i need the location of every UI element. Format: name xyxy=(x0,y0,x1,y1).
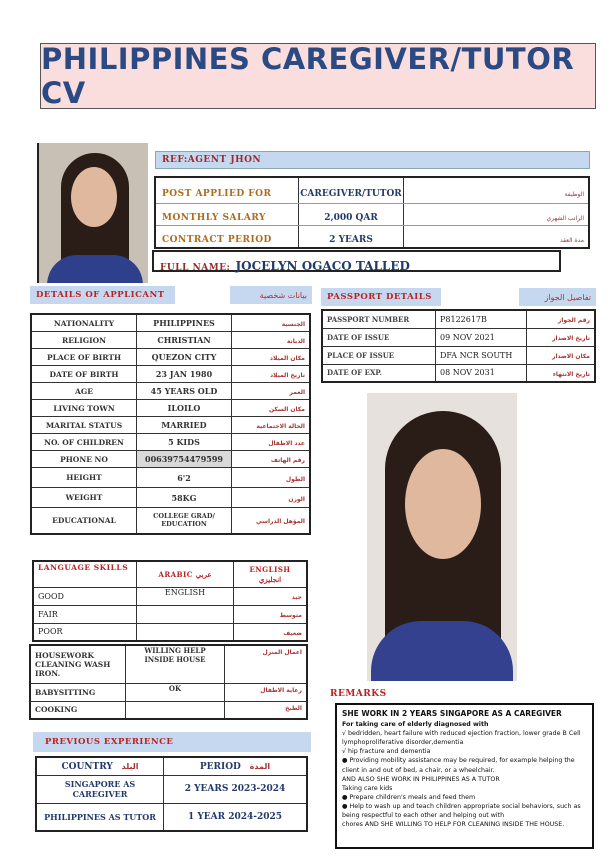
passport-label: DATE OF ISSUE xyxy=(327,332,390,342)
passport-heading-bar xyxy=(321,288,596,306)
remarks-line: SHE WORK IN 2 YEARS SINGAPORE AS A CAREGIVER xyxy=(342,709,562,718)
remarks-line: √ hip fracture and dementia xyxy=(342,748,431,756)
language-col-english: ENGLISH انجليزي xyxy=(249,565,291,585)
applicant-value: 5 KIDS xyxy=(168,437,200,447)
applicant-label: MARITAL STATUS xyxy=(45,420,123,430)
job-label: POST APPLIED FOR xyxy=(162,188,272,199)
applicant-row xyxy=(31,383,310,400)
applicant-value: 45 YEARS OLD xyxy=(150,386,218,396)
applicant-value: 23 JAN 1980 xyxy=(155,369,213,379)
remarks-line: ● Prepare children's meals and feed them xyxy=(342,793,476,801)
ref-bar xyxy=(155,151,590,169)
passport-row xyxy=(322,310,595,328)
applicant-arabic: العمر xyxy=(289,389,305,396)
remarks-box xyxy=(335,703,594,849)
language-level: GOOD xyxy=(38,591,64,601)
passport-value: 08 NOV 2031 xyxy=(440,368,495,378)
passport-value: P8122617B xyxy=(440,314,487,324)
applicant-row xyxy=(31,366,310,383)
experience-period: 1 YEAR 2024-2025 xyxy=(187,811,283,822)
language-level-arabic: متوسط xyxy=(279,612,302,619)
job-arabic: مدة العقد xyxy=(560,236,584,244)
remarks-heading: REMARKS xyxy=(330,689,387,699)
language-arabic-val: ENGLISH xyxy=(164,587,206,597)
experience-table xyxy=(35,756,308,832)
ref-label: REF:AGENT JHON xyxy=(162,155,262,165)
job-row xyxy=(155,225,589,248)
experience-country: SINGAPORE AS CAREGIVER xyxy=(64,779,136,799)
applicant-heading: DETAILS OF APPLICANT xyxy=(36,290,165,300)
skills-table xyxy=(29,644,308,720)
applicant-heading-bar xyxy=(30,286,312,304)
remarks-line: chores AND SHE WILLING TO HELP FOR CLEANING INSIDE THE HOUSE. xyxy=(342,821,565,829)
job-arabic: الوظيفة xyxy=(564,190,584,198)
applicant-arabic: الحالة الاجتماعية xyxy=(256,423,305,430)
experience-heading-bar xyxy=(33,732,311,752)
skill-arabic: الطبخ xyxy=(285,704,302,712)
passport-row xyxy=(322,328,595,346)
language-level-arabic: ضعيف xyxy=(283,629,302,637)
applicant-table xyxy=(30,313,311,535)
applicant-label: PLACE OF BIRTH xyxy=(46,352,122,362)
applicant-label: NATIONALITY xyxy=(53,318,115,328)
cv-title: PHILIPPINES CAREGIVER/TUTOR CV xyxy=(41,42,575,110)
passport-heading: PASSPORT DETAILS xyxy=(327,292,432,302)
applicant-arabic: رقم الهاتف xyxy=(270,457,305,464)
job-table xyxy=(154,176,590,249)
experience-period: 2 YEARS 2023-2024 xyxy=(184,784,286,794)
passport-arabic: مكان الاصدار xyxy=(552,353,590,360)
skill-arabic: اعمال المنزل xyxy=(262,649,302,656)
passport-label: PASSPORT NUMBER xyxy=(327,314,410,324)
fullname-box xyxy=(152,250,561,272)
remarks-line: Taking care kids xyxy=(342,784,393,792)
applicant-arabic: الجنسية xyxy=(281,321,305,328)
applicant-value: 58KG xyxy=(171,492,197,503)
applicant-row xyxy=(31,417,310,434)
applicant-value: 6'2 xyxy=(177,472,191,483)
applicant-label: RELIGION xyxy=(61,335,107,345)
applicant-row xyxy=(31,349,310,366)
language-level: POOR xyxy=(38,627,63,637)
applicant-row xyxy=(31,332,310,349)
experience-col-country: COUNTRY xyxy=(61,761,113,772)
applicant-row xyxy=(31,451,310,468)
applicant-arabic: مكان السكن xyxy=(269,406,305,413)
passport-label: DATE OF EXP. xyxy=(327,368,382,378)
language-row xyxy=(33,605,307,623)
language-level: FAIR xyxy=(38,609,58,619)
cv-title-banner xyxy=(40,43,596,109)
remarks-line: ● Providing mobility assistance may be required, for example helping the client in and out of bed, a chair, or a wheelchair. xyxy=(342,757,575,774)
applicant-arabic: عدد الاطفال xyxy=(268,440,305,447)
job-label: CONTRACT PERIOD xyxy=(162,234,272,245)
job-value: 2,000 QAR xyxy=(324,212,378,223)
applicant-photo-large xyxy=(367,393,517,681)
experience-row xyxy=(36,803,307,831)
applicant-row xyxy=(31,314,310,332)
experience-heading: PREVIOUS EXPERIENCE xyxy=(45,737,174,747)
applicant-label: AGE xyxy=(75,386,93,396)
applicant-label: WEIGHT xyxy=(65,493,103,502)
skill-value: WILLING HELP INSIDE HOUSE xyxy=(144,646,206,664)
remarks-line: AND ALSO SHE WORK IN PHILIPPINES AS A TUTOR xyxy=(342,775,500,783)
job-value: CAREGIVER/TUTOR xyxy=(300,188,402,199)
remarks-line: For taking care of elderly diagnosed with xyxy=(342,720,489,728)
applicant-arabic: مكان الميلاد xyxy=(269,355,305,362)
applicant-label: HEIGHT xyxy=(66,473,102,482)
skill-row xyxy=(30,645,307,683)
passport-heading-arabic: تفاصيل الجواز xyxy=(544,293,591,302)
applicant-arabic: تاريخ الميلاد xyxy=(269,372,305,379)
language-level-arabic: جيد xyxy=(291,594,302,601)
language-row xyxy=(33,587,307,605)
experience-row xyxy=(36,775,307,803)
passport-arabic: تاريخ الانتهاء xyxy=(552,370,590,378)
job-label: MONTHLY SALARY xyxy=(162,212,266,223)
applicant-value: CHRISTIAN xyxy=(157,335,211,345)
applicant-label: PHONE NO xyxy=(60,454,108,464)
job-arabic: الراتب الشهري xyxy=(546,214,584,222)
applicant-heading-arabic: بيانات شخصية xyxy=(259,291,307,300)
skill-row xyxy=(30,701,307,719)
applicant-value: ILOILO xyxy=(167,403,201,413)
passport-row xyxy=(322,346,595,364)
applicant-row xyxy=(31,508,310,534)
skill-value: OK xyxy=(168,683,182,693)
applicant-label: LIVING TOWN xyxy=(53,403,115,413)
applicant-label: NO. OF CHILDREN xyxy=(44,437,124,447)
skill-row xyxy=(30,683,307,701)
applicant-value: COLLEGE GRAD/ EDUCATION xyxy=(153,512,215,529)
applicant-row xyxy=(31,468,310,488)
passport-value: 09 NOV 2021 xyxy=(440,332,495,342)
applicant-arabic: الطول xyxy=(285,475,305,483)
experience-country: PHILIPPINES AS TUTOR xyxy=(44,811,156,822)
applicant-arabic: الديانة xyxy=(286,338,305,345)
language-heading: LANGUAGE SKILLS xyxy=(38,563,129,572)
skill-label: BABYSITTING xyxy=(35,687,96,697)
passport-row xyxy=(322,364,595,382)
applicant-arabic: الوزن xyxy=(288,495,305,503)
applicant-value: QUEZON CITY xyxy=(151,352,217,362)
applicant-value: PHILIPPINES xyxy=(153,318,215,328)
fullname-value: JOCELYN OGACO TALLED xyxy=(235,259,410,273)
experience-col-country-arabic: البلد xyxy=(121,761,139,771)
experience-col-period-arabic: المدة xyxy=(249,761,271,771)
applicant-row xyxy=(31,488,310,508)
applicant-row xyxy=(31,400,310,417)
skill-label: HOUSEWORK CLEANING WASH IRON. xyxy=(35,650,111,678)
experience-col-period: PERIOD xyxy=(199,761,241,772)
job-value: 2 YEARS xyxy=(329,234,373,245)
passport-arabic: رقم الجواز xyxy=(557,317,590,325)
fullname-label: FULL NAME: xyxy=(160,263,231,273)
applicant-photo-small xyxy=(37,143,148,283)
remarks-line: √ bedridden, heart failure with reduced ejection fraction, lower grade B Cell lymphoproliferative disorder,dementia xyxy=(342,730,581,747)
applicant-label: DATE OF BIRTH xyxy=(49,369,119,379)
applicant-value: MARRIED xyxy=(161,420,207,430)
job-row xyxy=(155,177,589,203)
applicant-label: EDUCATIONAL xyxy=(52,515,116,525)
language-row xyxy=(33,623,307,641)
passport-arabic: تاريخ الاصدار xyxy=(552,335,590,342)
applicant-value: 00639754479599 xyxy=(145,454,223,464)
skill-label: COOKING xyxy=(35,705,78,715)
remarks-line: ● Help to wash up and teach children appropriate social behaviors, such as being respectful to each other and helping out with xyxy=(342,803,581,820)
passport-table xyxy=(321,309,596,383)
skill-arabic: رعاية الاطفال xyxy=(260,686,302,694)
passport-value: DFA NCR SOUTH xyxy=(440,350,513,360)
passport-label: PLACE OF ISSUE xyxy=(327,350,395,360)
language-col-arabic: ARABIC عربي xyxy=(158,570,212,580)
job-row xyxy=(155,203,589,225)
applicant-arabic: المؤهل الدراسي xyxy=(256,518,305,526)
applicant-row xyxy=(31,434,310,451)
language-table xyxy=(32,560,308,642)
